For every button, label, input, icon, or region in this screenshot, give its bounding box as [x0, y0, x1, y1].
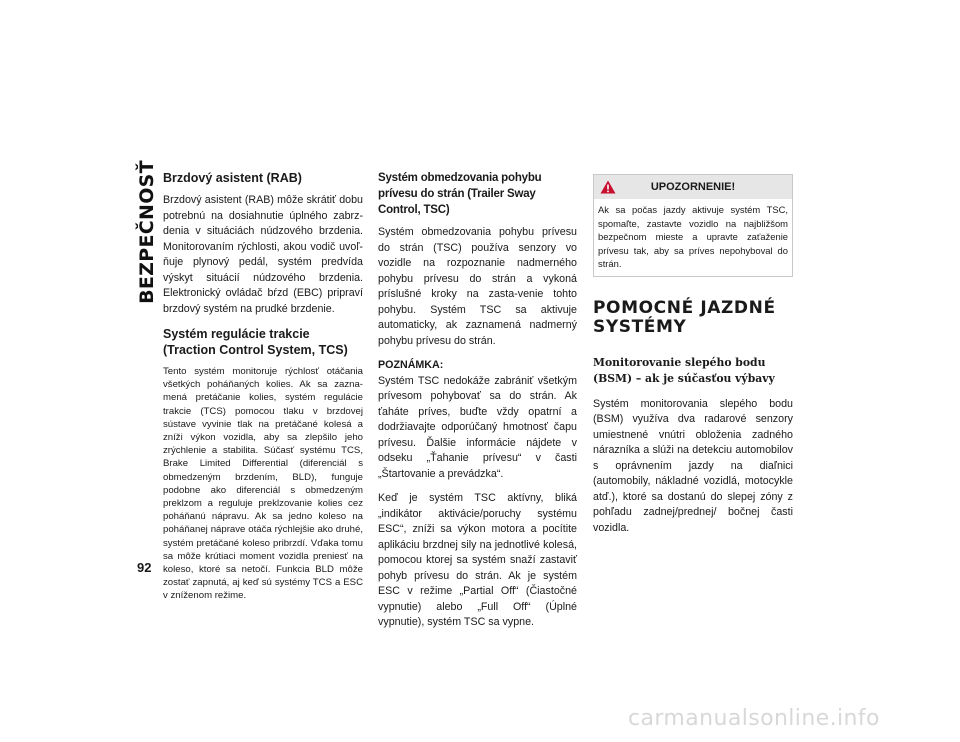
- column-right: [593, 170, 793, 545]
- page-number: 92: [137, 560, 152, 575]
- tsc-paragraph-2: Keď je systém TSC aktívny, bliká „indikátor aktivácie/poruchy systému ESC“, zníži sa výkon motora a pocítite aplikáciu brzdnej sily na jednotlivé kolesá, pomocou ktorej sa systém snaží zastaviť pohyb prívesu do strán. Ak je systém ESC v režime „Partial Off“ (Čiastočné vypnutie) alebo „Full Off“ (Úplné vypnutie), systém TSC sa vypne.: [378, 492, 577, 628]
- watermark: carmanualsonline.info: [628, 706, 880, 731]
- side-section-title: [133, 160, 161, 304]
- tsc-heading: Systém obmedzovania pohybu prívesu do strán (Trailer Sway Control, TSC): [378, 172, 542, 216]
- bsm-paragraph: Systém monitorovania slepého bodu (BSM) využíva dva radarové senzory umiestnené vnútri obloženia zadného nárazníka a slúži na detekciu automobilov s oprávnením jazdy na diaľnici (automobily, nákladné vozidlá, motocykle atď.), ktoré sa dostanú do slepej zóny z pohľadu zadnej/prednej/ bočnej časti vozidla.: [593, 397, 793, 534]
- warning-title: UPOZORNENIE!: [650, 181, 736, 193]
- note-paragraph: [378, 358, 577, 482]
- tsc-paragraph: Systém obmedzovania pohybu prívesu do strán (TSC) používa senzory vo vozidle na rozpoznanie nadmerného pohybu prívesu do strán a vykoná príslušné kroky na zasta-venie tohto pohybu. Systém TSC sa aktivuje automaticky, ak zaznamená nadmerný pohybu prívesu do strán.: [378, 226, 577, 347]
- tcs-heading: Systém regulácie trakcie (Traction Control System, TCS): [163, 327, 348, 357]
- note-label: POZNÁMKA:: [378, 359, 444, 371]
- column-left: [163, 170, 363, 612]
- rab-paragraph: Brzdový asistent (RAB) môže skrátiť dobu potrebnú na dosiahnutie úplného zabrz-denia v situáciách núdzového brzdenia. Monitorovaním rýchlosti, akou vodič uvoľ-ňuje plynový pedál, systém predvída výskyt situácií núdzového brzdenia. Elektronický ovládač bŕzd (EBC) pripraví brzdový systém na prudké brzdenie.: [163, 194, 363, 315]
- warning-header: [594, 175, 792, 199]
- warning-box: [593, 174, 793, 277]
- column-middle: [378, 170, 577, 640]
- section-heading: POMOCNÉ JAZDNÉ SYSTÉMY: [593, 297, 776, 337]
- warning-triangle-icon: [600, 180, 616, 194]
- tcs-paragraph: Tento systém monitoruje rýchlosť otáčania všetkých poháňaných kolies. Ak sa zazna-mená pretáčanie kolies, systém regulácie trakcie (TCS) pomocou tlaku v brzdovej sústave vyvinie tlak na pretáčané kolesá a zníži výkon vozidla, aby sa zlepšilo jeho zrýchlenie a stabilita. Súčasť systému TCS, Brake Limited Differential (diferenciál s obmedzeným brzdením, BLD), funguje podobne ako diferenciál s obmedzeným preklzom a reguluje preklzovanie kolies cez poháňanú nápravu. Ak sa jedno koleso na poháňanej náprave otáča rýchlejšie ako druhé, systém pretáčané koleso pribrzdí. Vďaka tomu sa môže krútiaci moment vozidla preniesť na koleso, ktoré sa netočí. Funkcia BLD môže zostať zapnutá, aj keď sú systémy TCS a ESC v zníženom režime.: [163, 366, 363, 602]
- bsm-heading: Monitorovanie slepého bodu (BSM) – ak je súčasťou výbavy: [593, 355, 775, 385]
- rab-heading: Brzdový asistent (RAB): [163, 171, 302, 185]
- note-text: Systém TSC nedokáže zabrániť všetkým prívesom pohybovať sa do strán. Ak ťaháte príves, buďte vždy opatrní a dodržiavajte odporúčaný hmotnosť čapu prívesu. Ďalšie informácie nájdete v odseku „Ťahanie prívesu“ v časti „Štartovanie a prevádzka“.: [378, 374, 577, 480]
- warning-text: Ak sa počas jazdy aktivuje systém TSC, spomaľte, zastavte vozidlo na najbližšom bezpečnom mieste a upravte zaťaženie prívesu tak, aby sa príves nepohyboval do strán.: [598, 204, 788, 270]
- side-section-title-text: BEZPEČNOSŤ: [136, 160, 158, 304]
